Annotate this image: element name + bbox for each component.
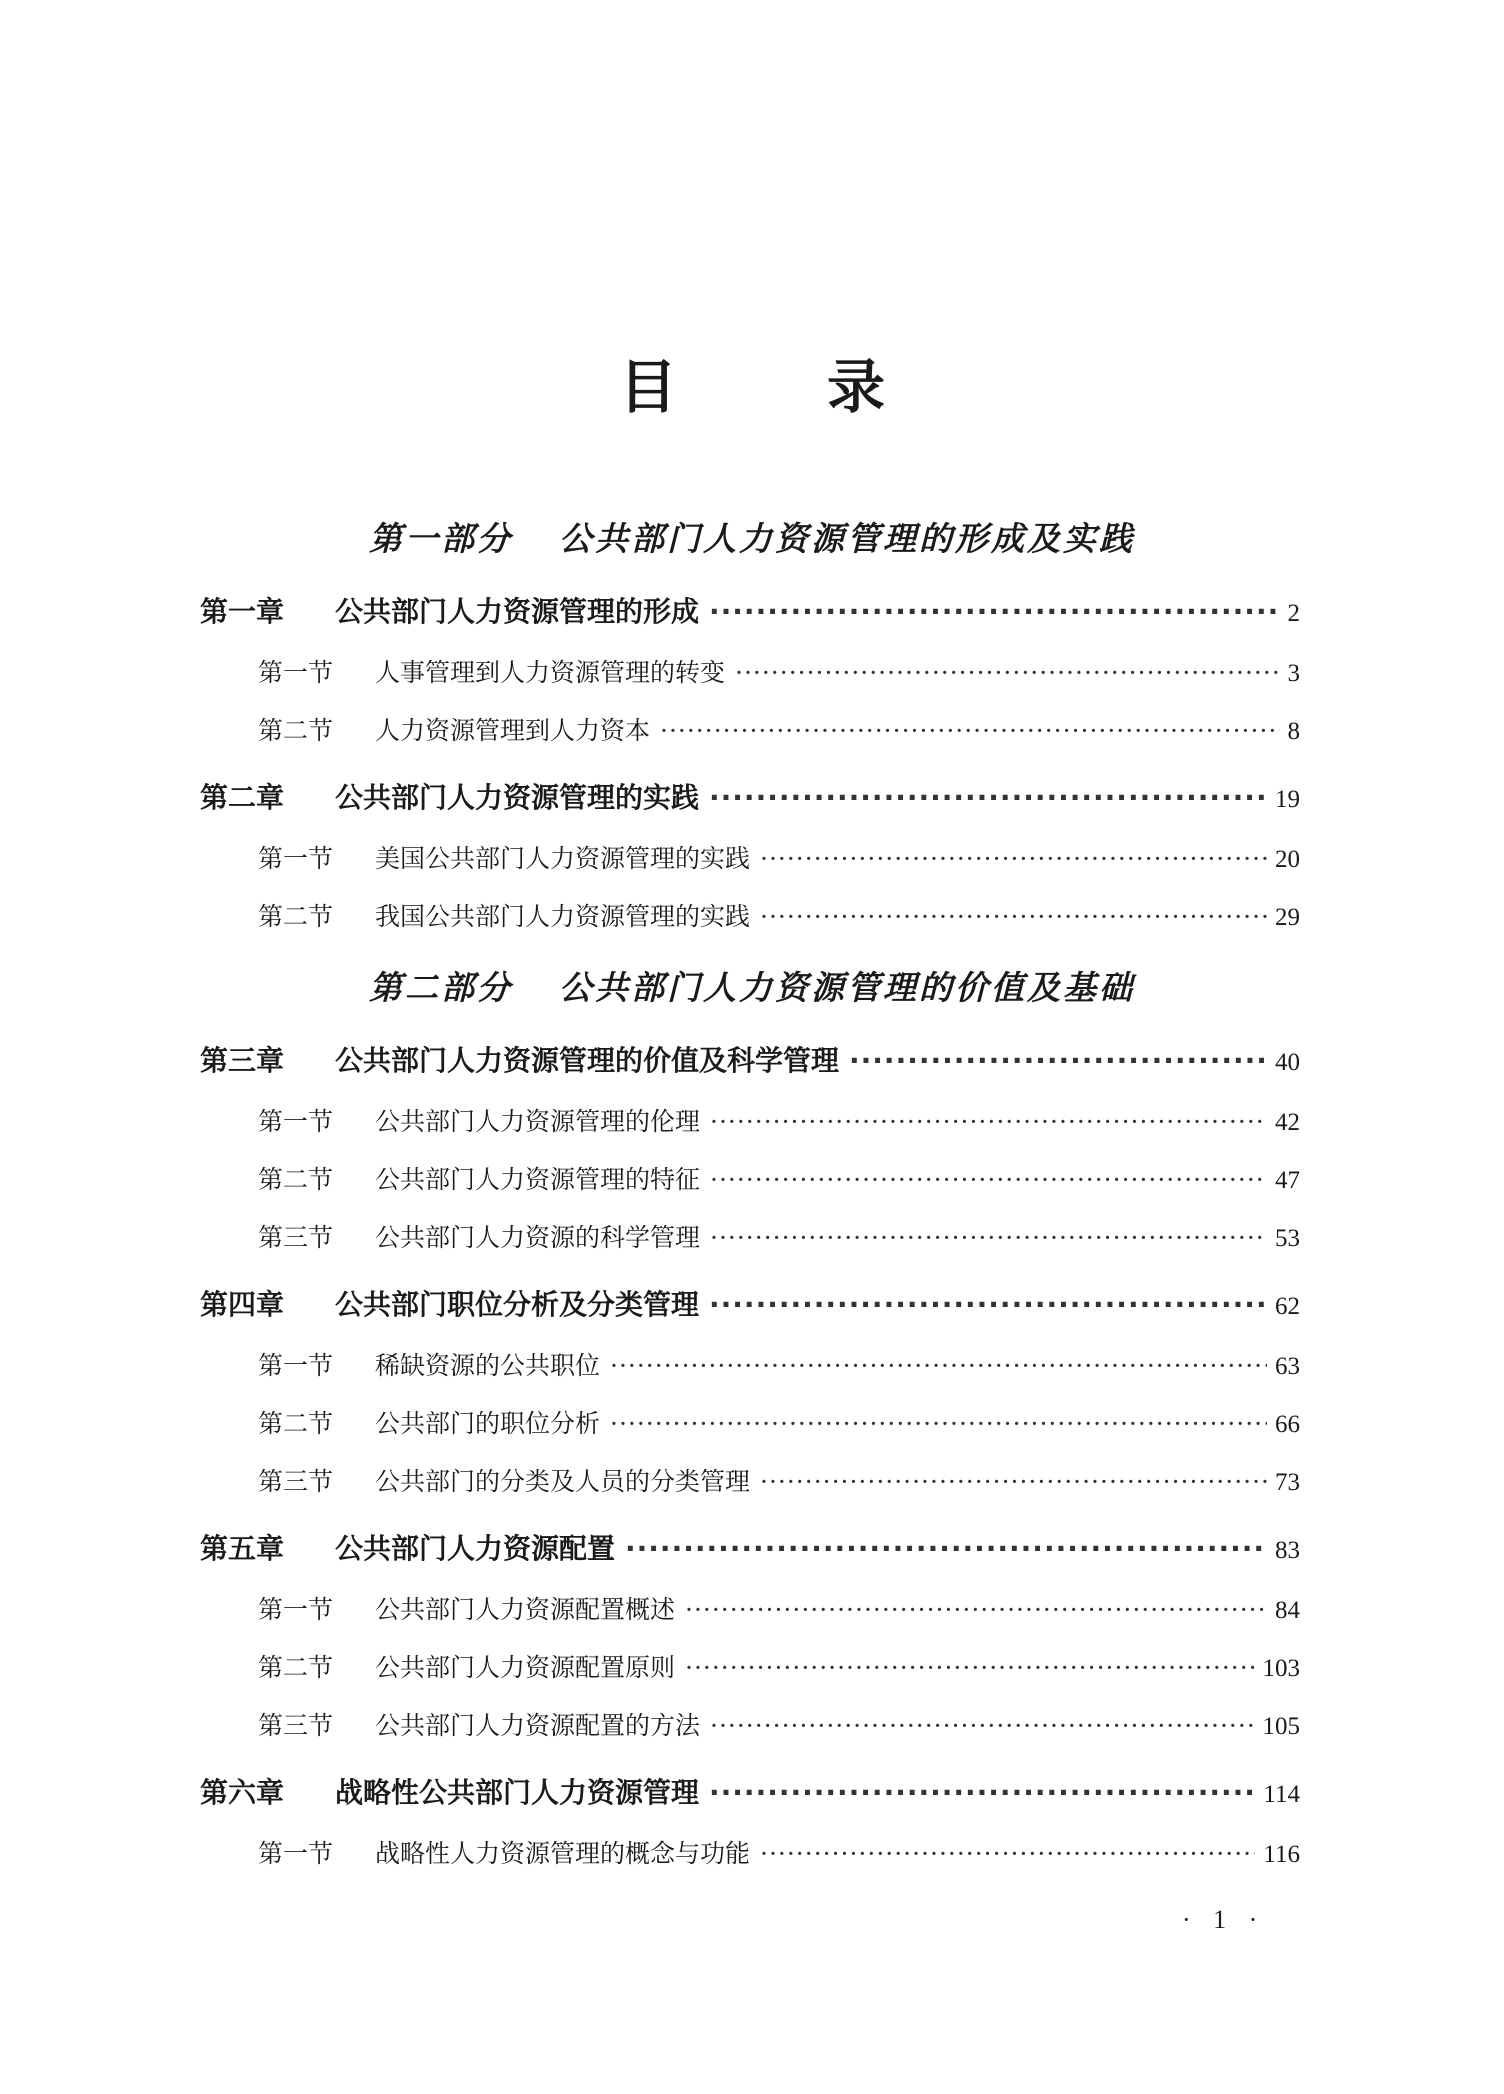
dot-leader bbox=[760, 844, 1267, 873]
dot-leader bbox=[710, 1165, 1267, 1194]
toc-chapter-3[interactable] bbox=[200, 1039, 1300, 1079]
section-title: 公共部门的职位分析 bbox=[375, 1409, 601, 1438]
dot-leader bbox=[849, 1044, 1267, 1077]
section-number: 第二节 bbox=[258, 1653, 334, 1682]
dot-leader bbox=[660, 716, 1279, 745]
toc-chapter-5[interactable] bbox=[200, 1527, 1300, 1567]
part-heading-1 bbox=[0, 513, 1504, 560]
chapter-title: 战略性公共部门人力资源管理 bbox=[335, 1776, 700, 1809]
page-number: 2 bbox=[1287, 600, 1300, 627]
page-title bbox=[0, 340, 1504, 424]
section-number: 第三节 bbox=[258, 1223, 334, 1252]
page-number: 105 bbox=[1262, 1713, 1300, 1740]
section-number: 第一节 bbox=[258, 1595, 334, 1624]
dot-leader bbox=[685, 1595, 1267, 1624]
toc-section[interactable] bbox=[258, 1102, 1300, 1138]
dot-leader bbox=[760, 1839, 1255, 1868]
chapter-title: 公共部门人力资源管理的实践 bbox=[335, 781, 700, 814]
section-number: 第三节 bbox=[258, 1711, 334, 1740]
section-number: 第二节 bbox=[258, 902, 334, 931]
section-title: 公共部门人力资源配置原则 bbox=[375, 1653, 676, 1682]
dot-leader bbox=[685, 1653, 1254, 1682]
toc-chapter-4[interactable] bbox=[200, 1283, 1300, 1323]
page-number: 116 bbox=[1263, 1841, 1300, 1868]
page-number: 83 bbox=[1275, 1537, 1300, 1564]
toc-section[interactable] bbox=[258, 1404, 1300, 1440]
section-title: 我国公共部门人力资源管理的实践 bbox=[375, 902, 751, 931]
section-number: 第二节 bbox=[258, 716, 334, 745]
dot-leader bbox=[735, 658, 1279, 687]
page-number: 8 bbox=[1287, 718, 1300, 745]
page-number: 73 bbox=[1275, 1469, 1300, 1496]
toc-section[interactable] bbox=[258, 1706, 1300, 1742]
chapter-number: 第五章 bbox=[200, 1532, 285, 1565]
part-title: 公共部门人力资源管理的形成及实践 bbox=[559, 519, 1135, 558]
section-title: 稀缺资源的公共职位 bbox=[375, 1351, 601, 1380]
page-number: 53 bbox=[1275, 1225, 1300, 1252]
page-number: 63 bbox=[1275, 1353, 1300, 1380]
dot-leader bbox=[710, 1711, 1254, 1740]
dot-leader bbox=[610, 1351, 1267, 1380]
section-title: 公共部门人力资源的科学管理 bbox=[375, 1223, 701, 1252]
page-number: 19 bbox=[1275, 786, 1300, 813]
toc-section[interactable] bbox=[258, 653, 1300, 689]
chapter-title: 公共部门人力资源管理的价值及科学管理 bbox=[335, 1044, 840, 1077]
dot-leader bbox=[709, 1776, 1255, 1809]
dot-leader bbox=[709, 1288, 1267, 1321]
page-number: 20 bbox=[1275, 846, 1300, 873]
page-title-char-2: 录 bbox=[827, 353, 886, 421]
page-number: 84 bbox=[1275, 1597, 1300, 1624]
section-title: 美国公共部门人力资源管理的实践 bbox=[375, 844, 751, 873]
toc-section[interactable] bbox=[258, 1160, 1300, 1196]
part-label: 第一部分 bbox=[369, 519, 513, 558]
page-number: 114 bbox=[1263, 1781, 1300, 1808]
toc-section[interactable] bbox=[258, 897, 1300, 933]
section-number: 第二节 bbox=[258, 1409, 334, 1438]
toc-section[interactable] bbox=[258, 1590, 1300, 1626]
page-number: 66 bbox=[1275, 1411, 1300, 1438]
section-title: 战略性人力资源管理的概念与功能 bbox=[375, 1839, 751, 1868]
section-number: 第一节 bbox=[258, 1107, 334, 1136]
section-number: 第二节 bbox=[258, 1165, 334, 1194]
section-number: 第一节 bbox=[258, 1839, 334, 1868]
toc-section[interactable] bbox=[258, 1346, 1300, 1382]
chapter-title: 公共部门职位分析及分类管理 bbox=[335, 1288, 700, 1321]
chapter-title: 公共部门人力资源管理的形成 bbox=[335, 595, 700, 628]
chapter-title: 公共部门人力资源配置 bbox=[335, 1532, 616, 1565]
dot-leader bbox=[709, 781, 1267, 814]
toc-section[interactable] bbox=[258, 1648, 1300, 1684]
page-number: 47 bbox=[1275, 1167, 1300, 1194]
part-heading-2 bbox=[0, 962, 1504, 1009]
page-number: 29 bbox=[1275, 904, 1300, 931]
page-number: 42 bbox=[1275, 1109, 1300, 1136]
chapter-number: 第四章 bbox=[200, 1288, 285, 1321]
section-title: 公共部门的分类及人员的分类管理 bbox=[375, 1467, 751, 1496]
part-label: 第二部分 bbox=[369, 968, 513, 1007]
chapter-number: 第一章 bbox=[200, 595, 285, 628]
page-number: 3 bbox=[1287, 660, 1300, 687]
section-number: 第三节 bbox=[258, 1467, 334, 1496]
dot-leader bbox=[709, 595, 1279, 628]
section-title: 公共部门人力资源配置的方法 bbox=[375, 1711, 701, 1740]
dot-leader bbox=[710, 1223, 1267, 1252]
section-title: 人事管理到人力资源管理的转变 bbox=[375, 658, 726, 687]
toc-chapter-6[interactable] bbox=[200, 1771, 1300, 1811]
toc-chapter-1[interactable] bbox=[200, 590, 1300, 630]
section-title: 人力资源管理到人力资本 bbox=[375, 716, 651, 745]
dot-leader bbox=[760, 902, 1267, 931]
page-number: 40 bbox=[1275, 1049, 1300, 1076]
section-number: 第一节 bbox=[258, 1351, 334, 1380]
dot-leader bbox=[760, 1467, 1267, 1496]
toc-section[interactable] bbox=[258, 1834, 1300, 1870]
section-number: 第一节 bbox=[258, 658, 334, 687]
footer-page-number: · 1 · bbox=[1182, 1905, 1266, 1934]
toc-section[interactable] bbox=[258, 711, 1300, 747]
section-title: 公共部门人力资源管理的伦理 bbox=[375, 1107, 701, 1136]
dot-leader bbox=[610, 1409, 1267, 1438]
page-title-char-1: 目 bbox=[618, 353, 677, 421]
section-number: 第一节 bbox=[258, 844, 334, 873]
section-title: 公共部门人力资源管理的特征 bbox=[375, 1165, 701, 1194]
toc-chapter-2[interactable] bbox=[200, 776, 1300, 816]
dot-leader bbox=[710, 1107, 1267, 1136]
chapter-number: 第六章 bbox=[200, 1776, 285, 1809]
page-number: 103 bbox=[1262, 1655, 1300, 1682]
toc-section[interactable] bbox=[258, 1218, 1300, 1254]
dot-leader bbox=[625, 1532, 1267, 1565]
chapter-number: 第三章 bbox=[200, 1044, 285, 1077]
part-title: 公共部门人力资源管理的价值及基础 bbox=[559, 968, 1135, 1007]
chapter-number: 第二章 bbox=[200, 781, 285, 814]
section-title: 公共部门人力资源配置概述 bbox=[375, 1595, 676, 1624]
toc-section[interactable] bbox=[258, 1462, 1300, 1498]
toc-section[interactable] bbox=[258, 839, 1300, 875]
page-number: 62 bbox=[1275, 1293, 1300, 1320]
